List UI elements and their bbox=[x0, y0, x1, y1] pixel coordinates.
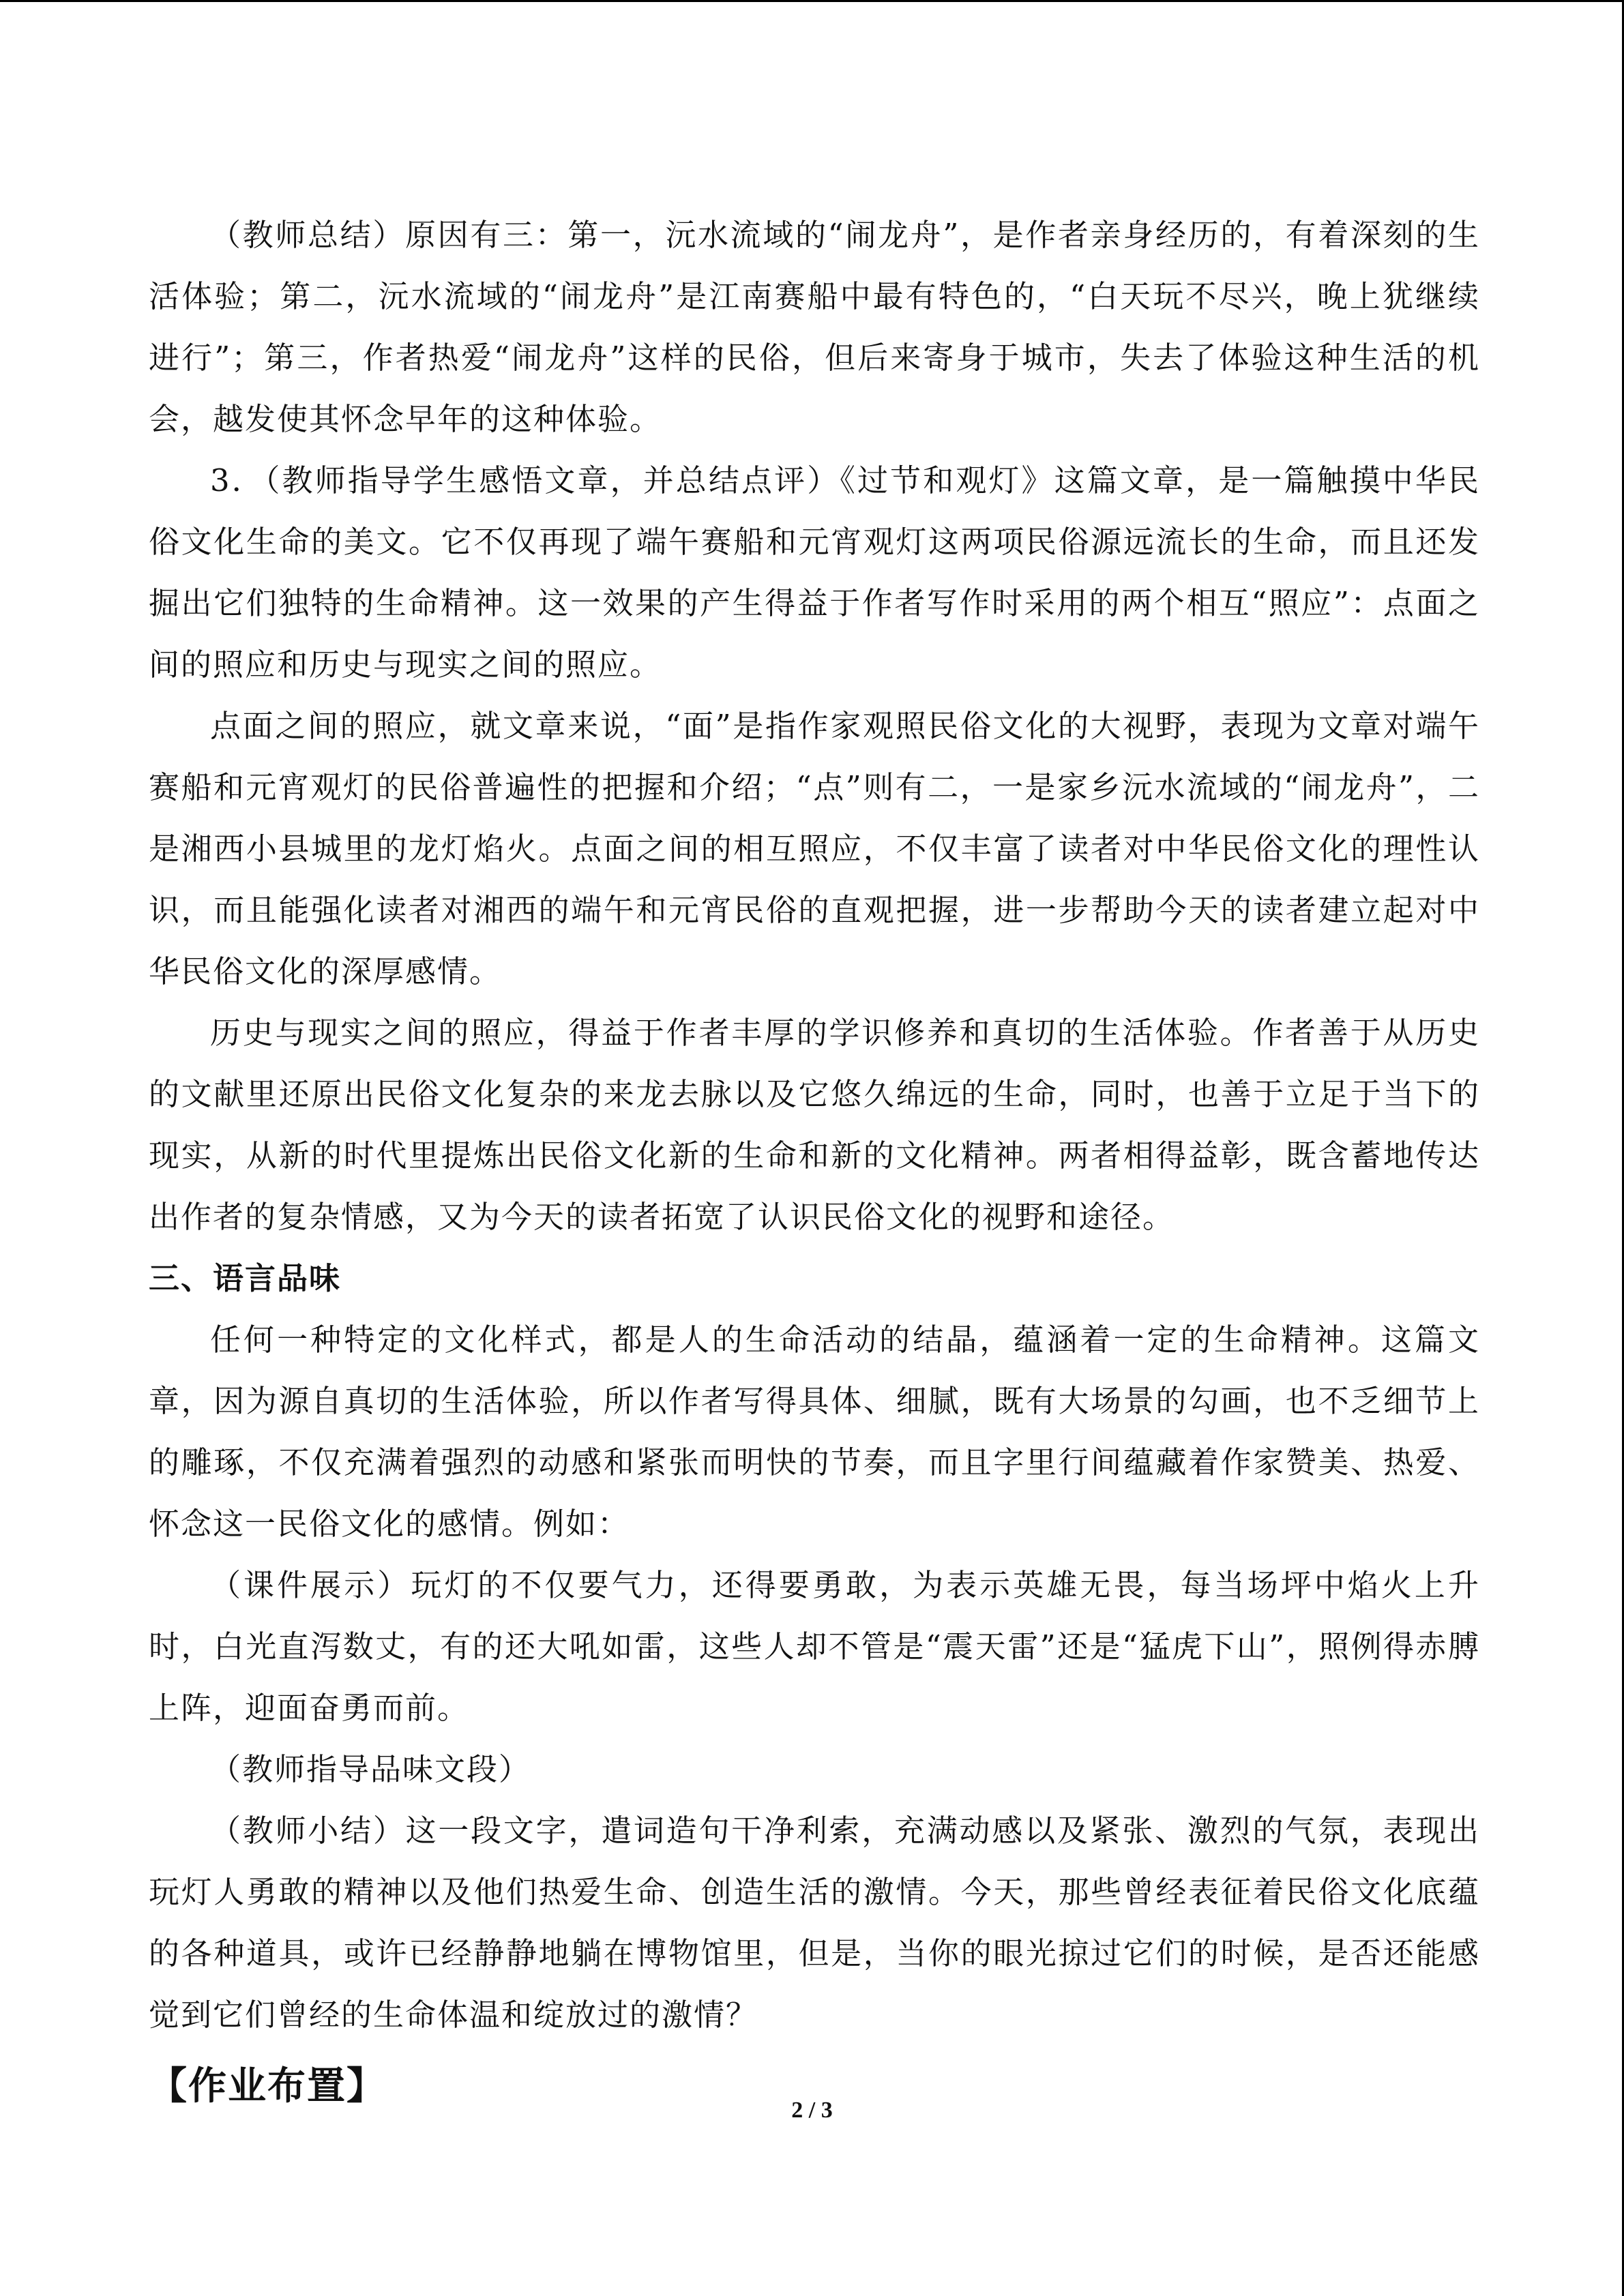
document-body bbox=[149, 205, 1480, 2121]
paragraph-teacher-guidance: （教师指导品味文段） bbox=[210, 1751, 531, 1787]
page-border-top bbox=[0, 0, 1624, 2]
paragraph-teacher-summary: （教师总结）原因有三：第一，沅水流域的“闹龙舟”，是作者亲身经历的，有着深刻的生活体验；第二，沅水流域的“闹龙舟”是江南赛船中最有特色的，“白天玩不尽兴，晚上犹继续进行”；第三，作者热爱“闹龙舟”这样的民俗，但后来寄身于城市，失去了体验这种生活的机会，越发使其怀念早年的这种体验。 bbox=[149, 217, 1480, 437]
paragraph-point-3: 3．（教师指导学生感悟文章，并总结点评）《过节和观灯》这篇文章，是一篇触摸中华民俗文化生命的美文。它不仅再现了端午赛船和元宵观灯这两项民俗源远流长的生命，而且还发掘出它们独特的生命精神。这一效果的产生得益于作者写作时采用的两个相互“照应”：点面之间的照应和历史与现实之间的照应。 bbox=[149, 462, 1480, 683]
page-number: 2 / 3 bbox=[791, 2098, 833, 2123]
homework-heading: 【作业布置】 bbox=[149, 2064, 386, 2108]
paragraph-point-surface: 点面之间的照应，就文章来说，“面”是指作家观照民俗文化的大视野，表现为文章对端午赛船和元宵观灯的民俗普遍性的把握和介绍；“点”则有二，一是家乡沅水流域的“闹龙舟”，二是湘西小县城里的龙灯焰火。点面之间的相互照应，不仅丰富了读者对中华民俗文化的理性认识，而且能强化读者对湘西的端午和元宵民俗的直观把握，进一步帮助今天的读者建立起对中华民俗文化的深厚感情。 bbox=[149, 708, 1480, 989]
section-heading-language: 三、语言品味 bbox=[149, 1260, 342, 1296]
paragraph-history-reality: 历史与现实之间的照应，得益于作者丰厚的学识修养和真切的生活体验。作者善于从历史的文献里还原出民俗文化复杂的来龙去脉以及它悠久绵远的生命，同时，也善于立足于当下的现实，从新的时代里提炼出民俗文化新的生命和新的文化精神。两者相得益彰，既含蓄地传达出作者的复杂情感，又为今天的读者拓宽了认识民俗文化的视野和途径。 bbox=[149, 1015, 1480, 1235]
paragraph-language-intro: 任何一种特定的文化样式，都是人的生命活动的结晶，蕴涵着一定的生命精神。这篇文章，因为源自真切的生活体验，所以作者写得具体、细腻，既有大场景的勾画，也不乏细节上的雕琢，不仅充满着强烈的动感和紧张而明快的节奏，而且字里行间蕴藏着作家赞美、热爱、怀念这一民俗文化的感情。例如： bbox=[149, 1322, 1480, 1542]
paragraph-teacher-conclusion: （教师小结）这一段文字，遣词造句干净利索，充满动感以及紧张、激烈的气氛，表现出玩灯人勇敢的精神以及他们热爱生命、创造生活的激情。今天，那些曾经表征着民俗文化底蕴的各种道具，或许已经静静地躺在博物馆里，但是，当你的眼光掠过它们的时候，是否还能感觉到它们曾经的生命体温和绽放过的激情？ bbox=[149, 1813, 1480, 2033]
paragraph-courseware-quote: （课件展示）玩灯的不仅要气力，还得要勇敢，为表示英雄无畏，每当场坪中焰火上升时，白光直泻数丈，有的还大吼如雷，这些人却不管是“震天雷”还是“猛虎下山”，照例得赤膊上阵，迎面奋勇而前。 bbox=[149, 1567, 1480, 1726]
